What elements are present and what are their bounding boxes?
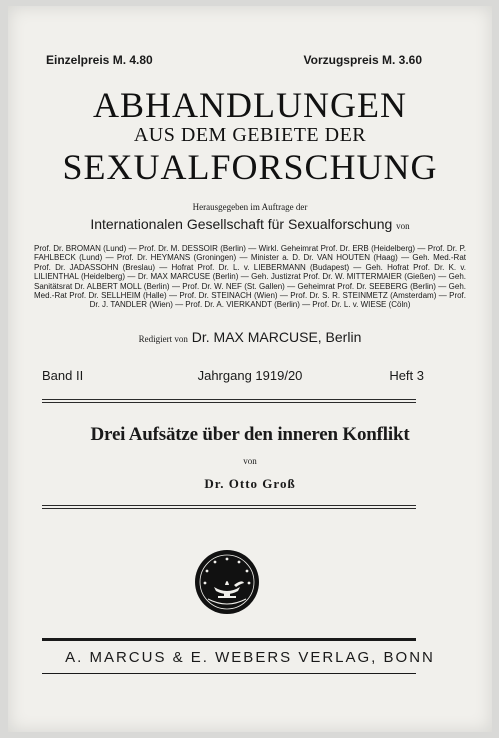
heft-number: Heft 3	[389, 368, 424, 383]
divider-footer-top	[42, 638, 416, 641]
single-price: Einzelpreis M. 4.80	[46, 53, 153, 67]
footer-publisher: A. MARCUS & E. WEBERS VERLAG, BONN	[65, 649, 435, 666]
divider-footer-bottom	[42, 673, 416, 674]
essay-von: von	[243, 456, 257, 466]
series-title-line1: ABHANDLUNGEN	[93, 85, 407, 125]
divider-top	[42, 399, 416, 403]
jahrgang: Jahrgang 1919/20	[197, 368, 303, 383]
essay-title: Drei Aufsätze über den inneren Konflikt	[90, 424, 410, 445]
series-title-line3: SEXUALFORSCHUNG	[62, 147, 438, 187]
editors-list: Prof. Dr. BROMAN (Lund) — Prof. Dr. M. DESSOIR (Berlin) — Wirkl. Geheimrat Prof. Dr. ERB (Heidelberg) — Prof. Dr. P. FAHLBECK (Lund) — Prof. Dr. HEYMANS (Groningen) — Minister a. D. Dr. VAN HOUTEN (Haag) — Geh. Med.-Rat Prof. Dr. JADASSOHN (Breslau) — Hofrat Prof. Dr. L. v. LIEBERMANN (Budapest) — Geh. Hofrat Prof. Dr. K. v. LILIENTHAL (Heidelberg) — Dr. MAX MARCUSE (Berlin) — Geh. Justizrat Prof. Dr. W. MITTERMAIER (Gießen) — Geh. Sanitätsrat Dr. ALBERT MOLL (Berlin) — Prof. Dr. W. NEF (St. Gallen) — Geheimrat Prof. Dr. SEEBERG (Berlin) — Geh. Med.-Rat Prof. Dr. SELLHEIM (Halle) — Prof. Dr. STEINACH (Wien) — Prof. Dr. S. R. STEINMETZ (Amsterdam) — Prof. Dr. J. TANDLER (Wien) — Prof. Dr. A. VIERKANDT (Berlin) — Prof. Dr. L. v. WIESE (Cöln)	[34, 244, 466, 310]
essay-author: Dr. Otto Groß	[204, 476, 296, 491]
band-number: Band II	[42, 368, 84, 383]
lamp-seal-icon	[194, 549, 260, 615]
editor-name: Dr. MAX MARCUSE, Berlin	[191, 329, 362, 345]
cover-page	[8, 6, 492, 732]
divider-middle	[42, 505, 416, 509]
editor-prefix: Redigiert von	[138, 334, 188, 344]
preferred-price: Vorzugspreis M. 3.60	[303, 53, 422, 67]
editor-line	[8, 329, 492, 345]
society-von: von	[396, 221, 410, 231]
society-label: Internationalen Gesellschaft für Sexualforschung	[90, 216, 393, 232]
series-title-line2: AUS DEM GEBIETE DER	[133, 124, 367, 146]
publisher-intro: Herausgegeben im Auftrage der	[192, 202, 308, 212]
society-name	[8, 216, 492, 232]
